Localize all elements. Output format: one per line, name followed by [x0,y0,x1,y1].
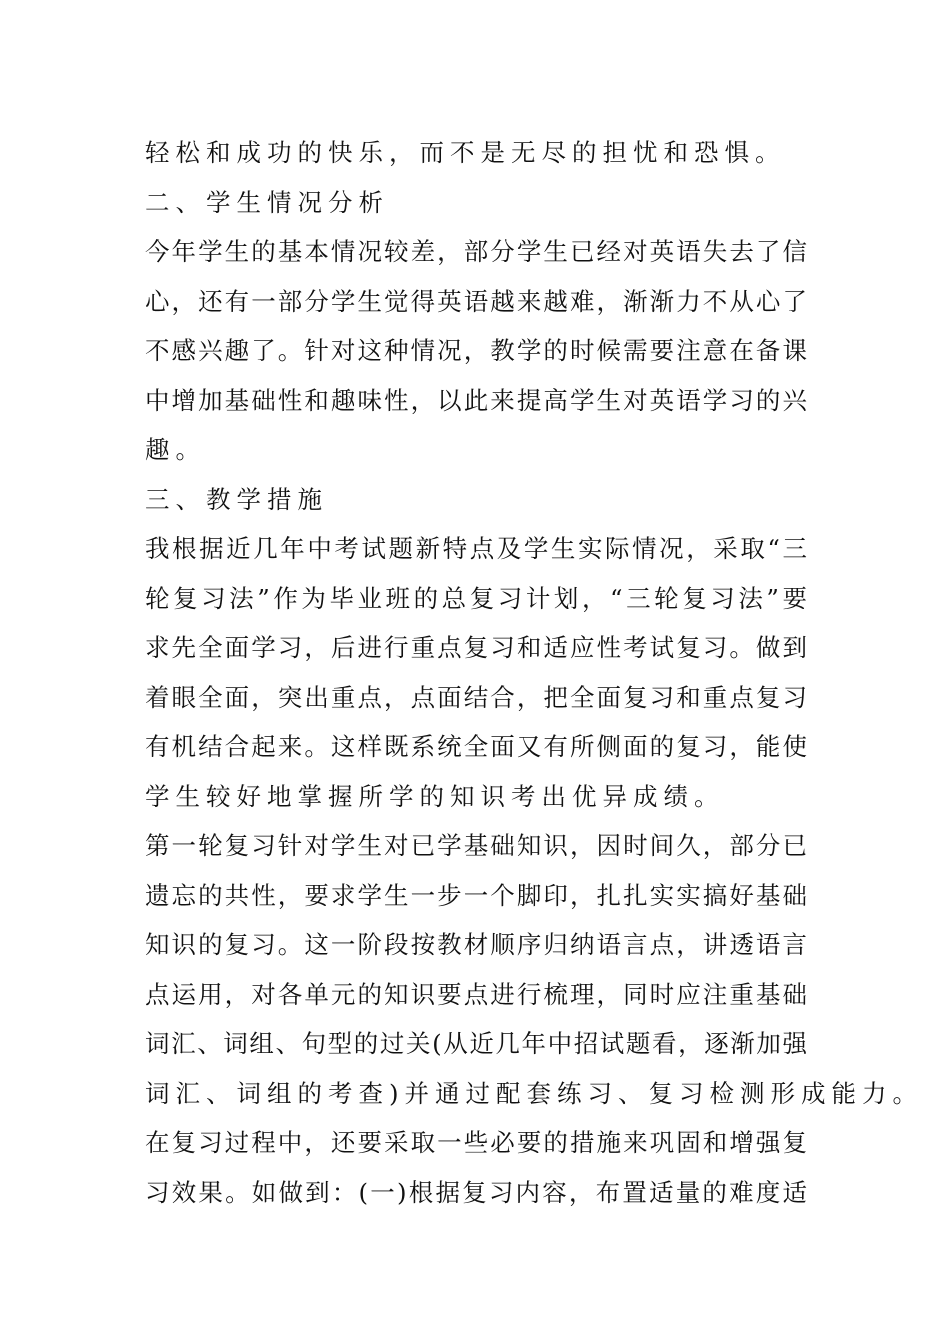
text-line: 三、教学措施 [145,484,328,514]
text-line: 不感兴趣了。针对这种情况，教学的时候需要注意在备课 [145,336,807,365]
text-line: 中增加基础性和趣味性，以此来提高学生对英语学习的兴 [145,385,807,415]
text-line: 心，还有一部分学生觉得英语越来越难，渐渐力不从心了 [145,286,807,316]
text-line: 轻松和成功的快乐，而不是无尽的担忧和恐惧。 [145,138,786,167]
text-line: 今年学生的基本情况较差，部分学生已经对英语失去了信 [145,237,807,266]
text-line: 轮复习法”作为毕业班的总复习计划，“三轮复习法”要 [145,583,807,613]
text-line: 着眼全面，突出重点，点面结合，把全面复习和重点复习 [145,682,807,712]
text-line: 知识的复习。这一阶段按教材顺序归纳语言点，讲透语言 [145,930,807,959]
text-line: 学生较好地掌握所学的知识考出优异成绩。 [145,781,725,811]
text-line: 二、学生情况分析 [145,187,389,217]
text-line: 遗忘的共性，要求学生一步一个脚印，扎扎实实搞好基础 [145,880,807,910]
text-line: 第一轮复习针对学生对已学基础知识，因时间久，部分已 [145,831,807,860]
text-line: 点运用，对各单元的知识要点进行梳理，同时应注重基础 [145,979,807,1009]
text-line: 我根据近几年中考试题新特点及学生实际情况，采取“三 [145,534,807,563]
text-line: 趣。 [145,435,206,464]
text-line: 词汇、词组的考查)并通过配套练习、复习检测形成能力。 [145,1078,924,1108]
text-line: 习效果。如做到：(一)根据复习内容，布置适量的难度适 [145,1177,807,1207]
text-line: 在复习过程中，还要采取一些必要的措施来巩固和增强复 [145,1128,807,1157]
text-line: 词汇、词组、句型的过关(从近几年中招试题看，逐渐加强 [145,1029,807,1058]
text-line: 有机结合起来。这样既系统全面又有所侧面的复习，能使 [145,732,807,761]
document-body [145,128,924,1217]
text-line: 求先全面学习，后进行重点复习和适应性考试复习。做到 [145,633,807,662]
